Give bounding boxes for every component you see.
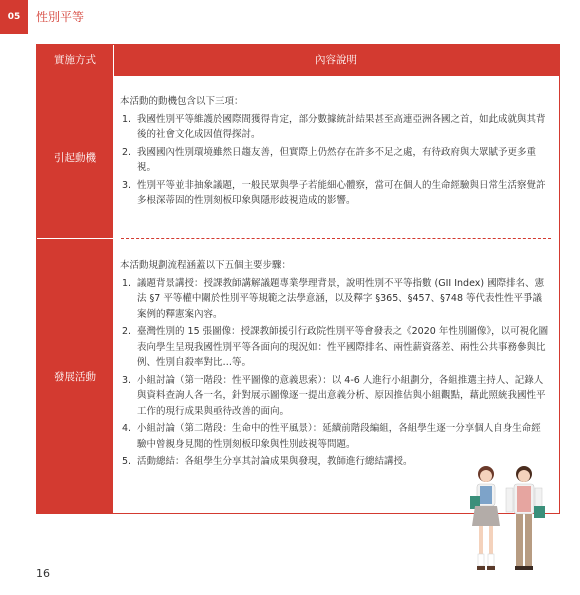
boy-figure xyxy=(506,466,545,570)
section-header xyxy=(0,0,580,36)
list-number: 3. xyxy=(122,179,132,191)
students-illustration xyxy=(466,462,550,574)
list-text: 性別平等並非抽象議題，一般民眾與學子若能細心體察，當可在個人的生命經驗與日常生活察覺許多根深蒂固的性別刻板印象與隱形歧視造成的影響。 xyxy=(137,179,546,206)
row-divider xyxy=(121,238,551,239)
header-description: 內容說明 xyxy=(315,54,357,66)
girl-figure xyxy=(470,466,500,570)
list-text: 小組討論（第一階段：性平圖像的意義思索）：以 4-6 人進行小組劃分，各組推選主持人、記錄人與資料查詢人各一名，針對展示圖像逐一提出意義分析、原因推估與小組觀點，藉此照統我國性平工作的現行成果與亟待改善的面向。 xyxy=(137,374,546,417)
list-item xyxy=(120,145,550,176)
row-label-development: 發展活動 xyxy=(37,239,113,513)
development-intro: 本活動規劃流程涵蓋以下五個主要步驟： xyxy=(120,260,292,271)
list-text: 活動總結：各組學生分享其討論成果與發現，教師進行總結講授。 xyxy=(137,456,413,467)
list-item xyxy=(120,373,550,420)
development-list xyxy=(120,276,550,470)
list-item xyxy=(120,112,550,143)
list-text: 我國性別平等維護於國際間獲得肯定，部分數據統計結果甚至高連亞洲各國之首，如此成就與其背後的社會文化成因值得探討。 xyxy=(137,113,546,140)
table-header xyxy=(37,45,559,76)
list-number: 4. xyxy=(122,423,132,434)
list-text: 小組討論（第二階段：生命中的性平風景）：延續前階段編組，各組學生逐一分享個人自身生命經驗中曾親身見聞的性別刻板印象與性別歧視等問題。 xyxy=(137,423,541,450)
section-title: 性別平等 xyxy=(36,10,85,24)
list-number: 1. xyxy=(122,277,132,289)
list-item xyxy=(120,276,550,323)
list-number: 1. xyxy=(122,113,132,125)
list-item xyxy=(120,324,550,371)
development-content xyxy=(120,258,550,472)
motivation-content xyxy=(120,94,550,211)
row-label-motivation: 引起動機 xyxy=(37,76,113,238)
motivation-list xyxy=(120,112,550,209)
page-number: 16 xyxy=(36,567,50,580)
list-number: 2. xyxy=(122,146,132,158)
list-text: 議題背景講授：授課教師講解議題專業學理背景，說明性別不平等指數 (GII Index) 國際排名、憲法 §7 平等權中關於性別平等規範之法學意涵，以及釋字 §365、§457、§748 等代表性性平爭議案例的釋憲案內容。 xyxy=(137,277,545,320)
section-number: 05 xyxy=(0,0,28,34)
list-item xyxy=(120,421,550,452)
list-number: 3. xyxy=(122,374,132,386)
list-text: 臺灣性別的 15 張圖像：授課教師援引行政院性別平等會發表之《2020 年性別圖像》，以可視化圖表向學生呈現我國性別平等各面向的現況如：性平國際排名、兩性薪資落差、兩性公共事務參與比例、性別自殺率對比…等。 xyxy=(137,326,549,368)
header-method: 實施方式 xyxy=(54,54,96,66)
motivation-intro: 本活動的動機包含以下三項： xyxy=(120,96,244,107)
list-number: 2. xyxy=(122,326,132,337)
list-text: 我國國內性別環境雖然日趨友善，但實際上仍然存在許多不足之處，有待政府與大眾賦予更多重視。 xyxy=(137,146,537,173)
list-number: 5. xyxy=(122,456,132,467)
list-item xyxy=(120,178,550,209)
